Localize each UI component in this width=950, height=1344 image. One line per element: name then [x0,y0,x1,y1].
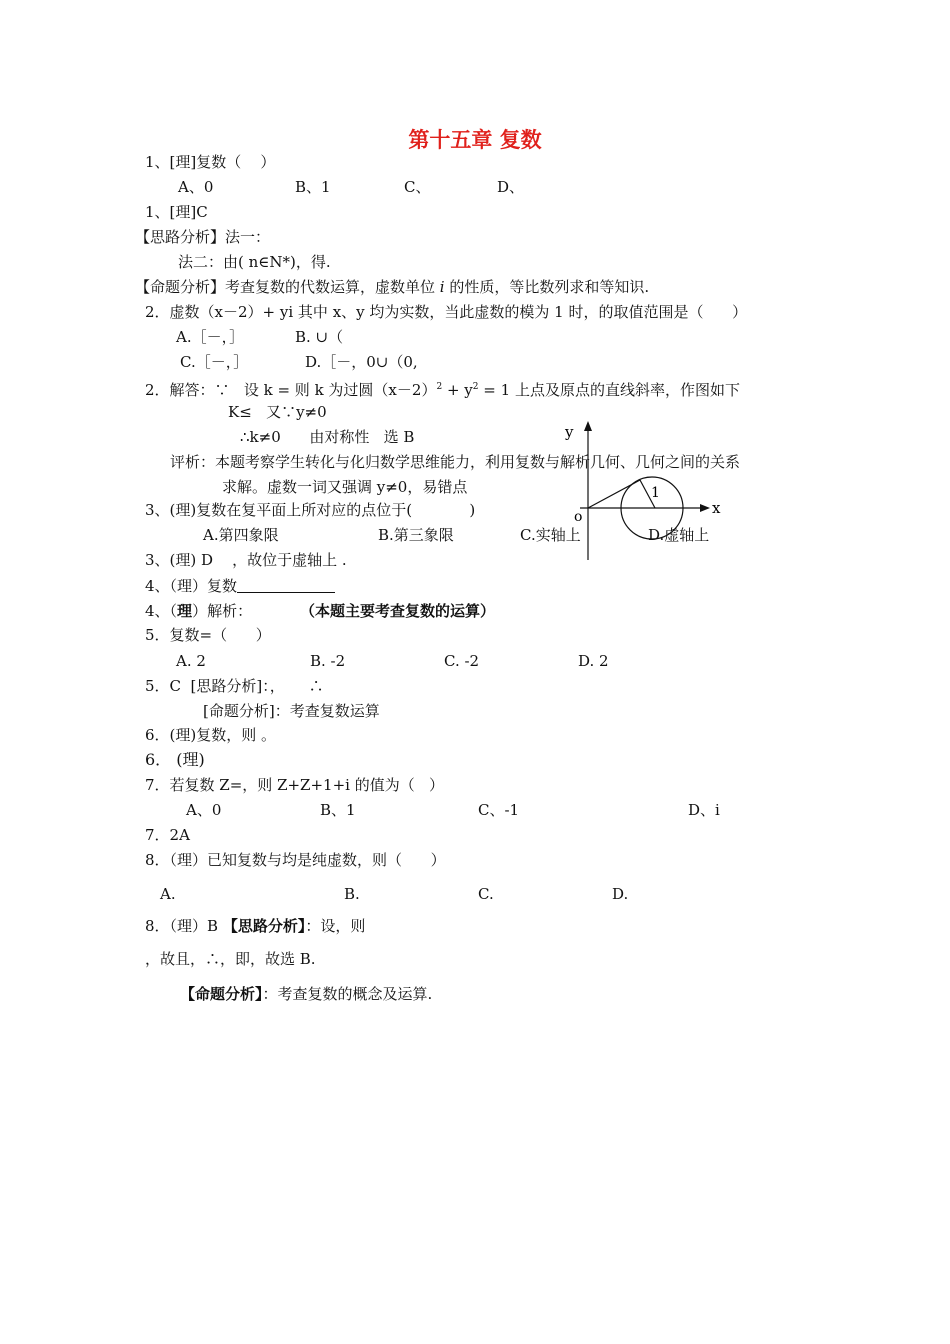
page-title: 第十五章 复数 [408,128,542,152]
question-4-text: 4、（理）复数 [145,577,238,595]
answer-8 [145,916,365,936]
q7-option-b: B、1 [320,801,356,819]
topic-text-b: 的性质，等比数列求和等知识. [449,278,650,296]
answer-2-therefore: ∴k≠0 由对称性 选 B [240,428,415,446]
answer-5-topic: [命题分析]：考查复数运算 [203,702,380,720]
answer-7: 7．2A [145,826,190,844]
q2-option-a: A.［－，］ [176,328,245,346]
q3-option-d: D.虚轴上 [648,526,710,544]
question-4 [145,576,335,596]
answer-blank [237,578,335,593]
answer-8-text-a: 8．（理）B [145,917,223,935]
q7-option-d: D、i [688,801,720,819]
q3-option-a: A.第四象限 [203,526,279,544]
q1-option-c: C、 [404,178,431,196]
answer-2-comment-2: 求解。虚数一词又强调 y≠0，易错点 [222,478,468,496]
question-6: 6．(理)复数，则 。 [145,726,277,744]
answer-2-text-c: = 1 上点及原点的直线斜率，作图如下 [483,381,740,399]
x-axis-arrow [700,504,710,512]
answer-4-text-b: ）解析： [192,602,253,620]
question-8: 8．（理）已知复数与均是纯虚数，则（ ） [145,851,446,869]
q8-option-c: C. [478,885,494,903]
answer-2-comment-1: 评析：本题考察学生转化与化归数学思维能力，利用复数与解析几何、几何之间的关系 [170,453,741,471]
q1-option-d: D、 [497,178,525,196]
answer-1-analysis: 【思路分析】法一： [135,228,271,246]
answer-8-text-b: ：设，则 [305,917,366,935]
answer-8-analysis-label: 【思路分析】 [222,917,306,935]
answer-4-note: （本题主要考查复数的运算） [300,602,496,620]
radius-label: 1 [651,485,660,501]
answer-6: 6． (理) [145,750,205,769]
answer-2-text-b: + y [446,381,473,399]
q5-option-b: B. -2 [310,652,346,670]
origin-label: o [574,509,583,525]
q7-option-a: A、0 [186,801,222,819]
answer-1-method2: 法二：由( n∈N*)，得. [178,253,331,271]
q1-option-b: B、1 [295,178,331,196]
question-3: 3、(理)复数在复平面上所对应的点位于( ) [145,501,476,519]
answer-2 [145,377,740,400]
q3-option-b: B.第三象限 [378,526,454,544]
answer-2-text-a: 2．解答：∵ 设 k = 则 k 为过圆（x－2） [145,381,437,399]
q2-option-c: C.［－，］ [180,353,249,371]
q1-option-a: A、0 [178,178,214,196]
exponent-1: 2 [436,382,443,392]
q2-option-d: D.［－，0∪（0, [305,353,418,371]
answer-1-topic [135,277,649,297]
answer-4-li: 理 [177,602,193,620]
q7-option-c: C、-1 [478,801,520,819]
y-axis-arrow [584,421,592,431]
answer-8-topic-label: 【命题分析】 [180,985,263,1003]
answer-4 [145,601,252,621]
q8-option-b: B. [344,885,360,903]
q5-option-d: D. 2 [578,652,609,670]
answer-8-topic [180,984,432,1004]
answer-5: 5．C [思路分析]：， ∴ [145,677,324,695]
answer-8-topic-text: ：考查复数的概念及运算. [262,985,433,1003]
answer-2-k: K≤ 又∵y≠0 [228,403,327,421]
exponent-2: 2 [472,382,479,392]
topic-text-a: 【命题分析】考查复数的代数运算，虚数单位 [135,278,436,296]
question-7: 7．若复数 Z=，则 Z+Z+1+i 的值为（ ） [145,776,445,794]
answer-3: 3、(理) D ，故位于虚轴上 . [145,551,347,569]
q8-option-d: D. [612,885,629,903]
tangent-line [588,480,640,508]
x-axis-label: x [712,499,721,517]
question-1: 1、[理]复数（ ） [145,153,276,171]
q3-option-c: C.实轴上 [520,526,581,544]
imaginary-unit: i [439,278,445,296]
question-2: 2．虚数（x－2）+ yi 其中 x、y 均为实数，当此虚数的模为 1 时，的取值范围是（ ） [145,303,748,321]
q2-option-b: B. ∪（ [295,328,344,346]
q8-option-a: A. [160,885,176,903]
answer-1: 1、[理]C [145,203,208,221]
answer-4-text-a: 4、（ [145,602,178,620]
y-axis-label: y [565,423,574,441]
question-5: 5．复数=（ ） [145,626,271,644]
q5-option-a: A. 2 [176,652,206,670]
q5-option-c: C. -2 [444,652,480,670]
answer-8-line-2: ，故且，∴，即，故选 B. [145,950,316,968]
